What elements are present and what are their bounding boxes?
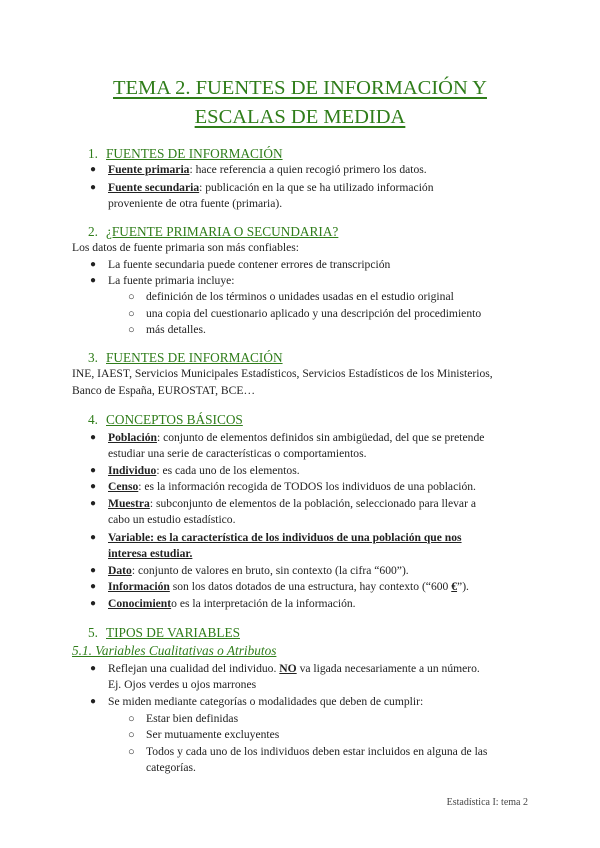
- list-item: Variable: es la característica de los individuos de una población que nos: [108, 531, 462, 544]
- circle-bullet-icon: ○: [128, 746, 135, 758]
- circle-bullet-icon: ○: [128, 713, 135, 725]
- list-item: Información son los datos dotados de una estructura, hay contexto (“600 €”).: [108, 580, 469, 593]
- section-3-heading: 3. FUENTES DE INFORMACIÓN: [88, 350, 283, 365]
- list-item-continuation: Ej. Ojos verdes u ojos marrones: [108, 678, 257, 691]
- sub-list-item: más detalles.: [146, 323, 206, 336]
- list-item: Se miden mediante categorías o modalidades que deben de cumplir:: [108, 695, 424, 708]
- bullet-icon: ●: [90, 432, 97, 443]
- bullet-icon: ●: [90, 275, 97, 286]
- bullet-icon: ●: [90, 696, 97, 707]
- list-item: Fuente secundaria: publicación en la que se ha utilizado información: [108, 181, 434, 194]
- bullet-icon: ●: [90, 465, 97, 476]
- sub-list-item: Estar bien definidas: [146, 712, 239, 725]
- circle-bullet-icon: ○: [128, 324, 135, 336]
- list-item: Muestra: subconjunto de elementos de la población, seleccionado para llevar a: [108, 497, 476, 510]
- list-item: La fuente secundaria puede contener errores de transcripción: [108, 258, 391, 271]
- sub-list-item: Todos y cada uno de los individuos deben estar incluidos en alguna de las: [146, 745, 488, 758]
- bullet-icon: ●: [90, 581, 97, 592]
- bullet-icon: ●: [90, 598, 97, 609]
- page-title-line-2: ESCALAS DE MEDIDA: [194, 106, 406, 128]
- paragraph: Los datos de fuente primaria son más confiables:: [72, 241, 299, 254]
- list-item-continuation: interesa estudiar.: [108, 547, 193, 560]
- sub-list-item: definición de los términos o unidades usadas en el estudio original: [146, 290, 454, 303]
- bullet-icon: ●: [90, 532, 97, 543]
- list-item: Conocimiento es la interpretación de la información.: [108, 597, 356, 610]
- sub-list-item: una copia del cuestionario aplicado y una descripción del procedimiento: [146, 307, 482, 320]
- section-2-heading: 2. ¿FUENTE PRIMARIA O SECUNDARIA?: [88, 224, 339, 239]
- list-item: Población: conjunto de elementos definidos sin ambigüedad, del que se pretende: [108, 431, 485, 444]
- paragraph: Banco de España, EUROSTAT, BCE…: [72, 384, 256, 397]
- bullet-icon: ●: [90, 498, 97, 509]
- subsection-5-1-heading: 5.1. Variables Cualitativas o Atributos: [72, 643, 277, 658]
- circle-bullet-icon: ○: [128, 291, 135, 303]
- bullet-icon: ●: [90, 565, 97, 576]
- bullet-icon: ●: [90, 663, 97, 674]
- list-item: Dato: conjunto de valores en bruto, sin contexto (la cifra “600”).: [108, 564, 409, 577]
- bullet-icon: ●: [90, 182, 97, 193]
- list-item: Individuo: es cada uno de los elementos.: [108, 464, 300, 477]
- page-title: [40, 74, 560, 132]
- list-item: Fuente primaria: hace referencia a quien recogió primero los datos.: [108, 163, 427, 176]
- page-footer: Estadística I: tema 2: [446, 797, 528, 808]
- paragraph: INE, IAEST, Servicios Municipales Estadísticos, Servicios Estadísticos de los Ministerios,: [72, 367, 493, 380]
- list-item: Reflejan una cualidad del individuo. NO va ligada necesariamente a un número.: [108, 662, 480, 675]
- sub-list-item-continuation: categorías.: [146, 761, 196, 774]
- list-item: La fuente primaria incluye:: [108, 274, 235, 287]
- section-1-heading: 1. FUENTES DE INFORMACIÓN: [88, 146, 283, 161]
- circle-bullet-icon: ○: [128, 308, 135, 320]
- section-5-heading: 5. TIPOS DE VARIABLES: [88, 625, 240, 640]
- section-4-heading: 4. CONCEPTOS BÁSICOS: [88, 412, 243, 427]
- sub-list-item: Ser mutuamente excluyentes: [146, 728, 280, 741]
- list-item-continuation: estudiar una serie de características o comportamientos.: [108, 447, 367, 460]
- bullet-icon: ●: [90, 481, 97, 492]
- list-item-continuation: proveniente de otra fuente (primaria).: [108, 197, 283, 210]
- list-item-continuation: cabo un estudio estadístico.: [108, 513, 236, 526]
- page-title-line-1: TEMA 2. FUENTES DE INFORMACIÓN Y: [113, 77, 487, 99]
- bullet-icon: ●: [90, 164, 97, 175]
- bullet-icon: ●: [90, 259, 97, 270]
- list-item: Censo: es la información recogida de TODOS los individuos de una población.: [108, 480, 476, 493]
- circle-bullet-icon: ○: [128, 729, 135, 741]
